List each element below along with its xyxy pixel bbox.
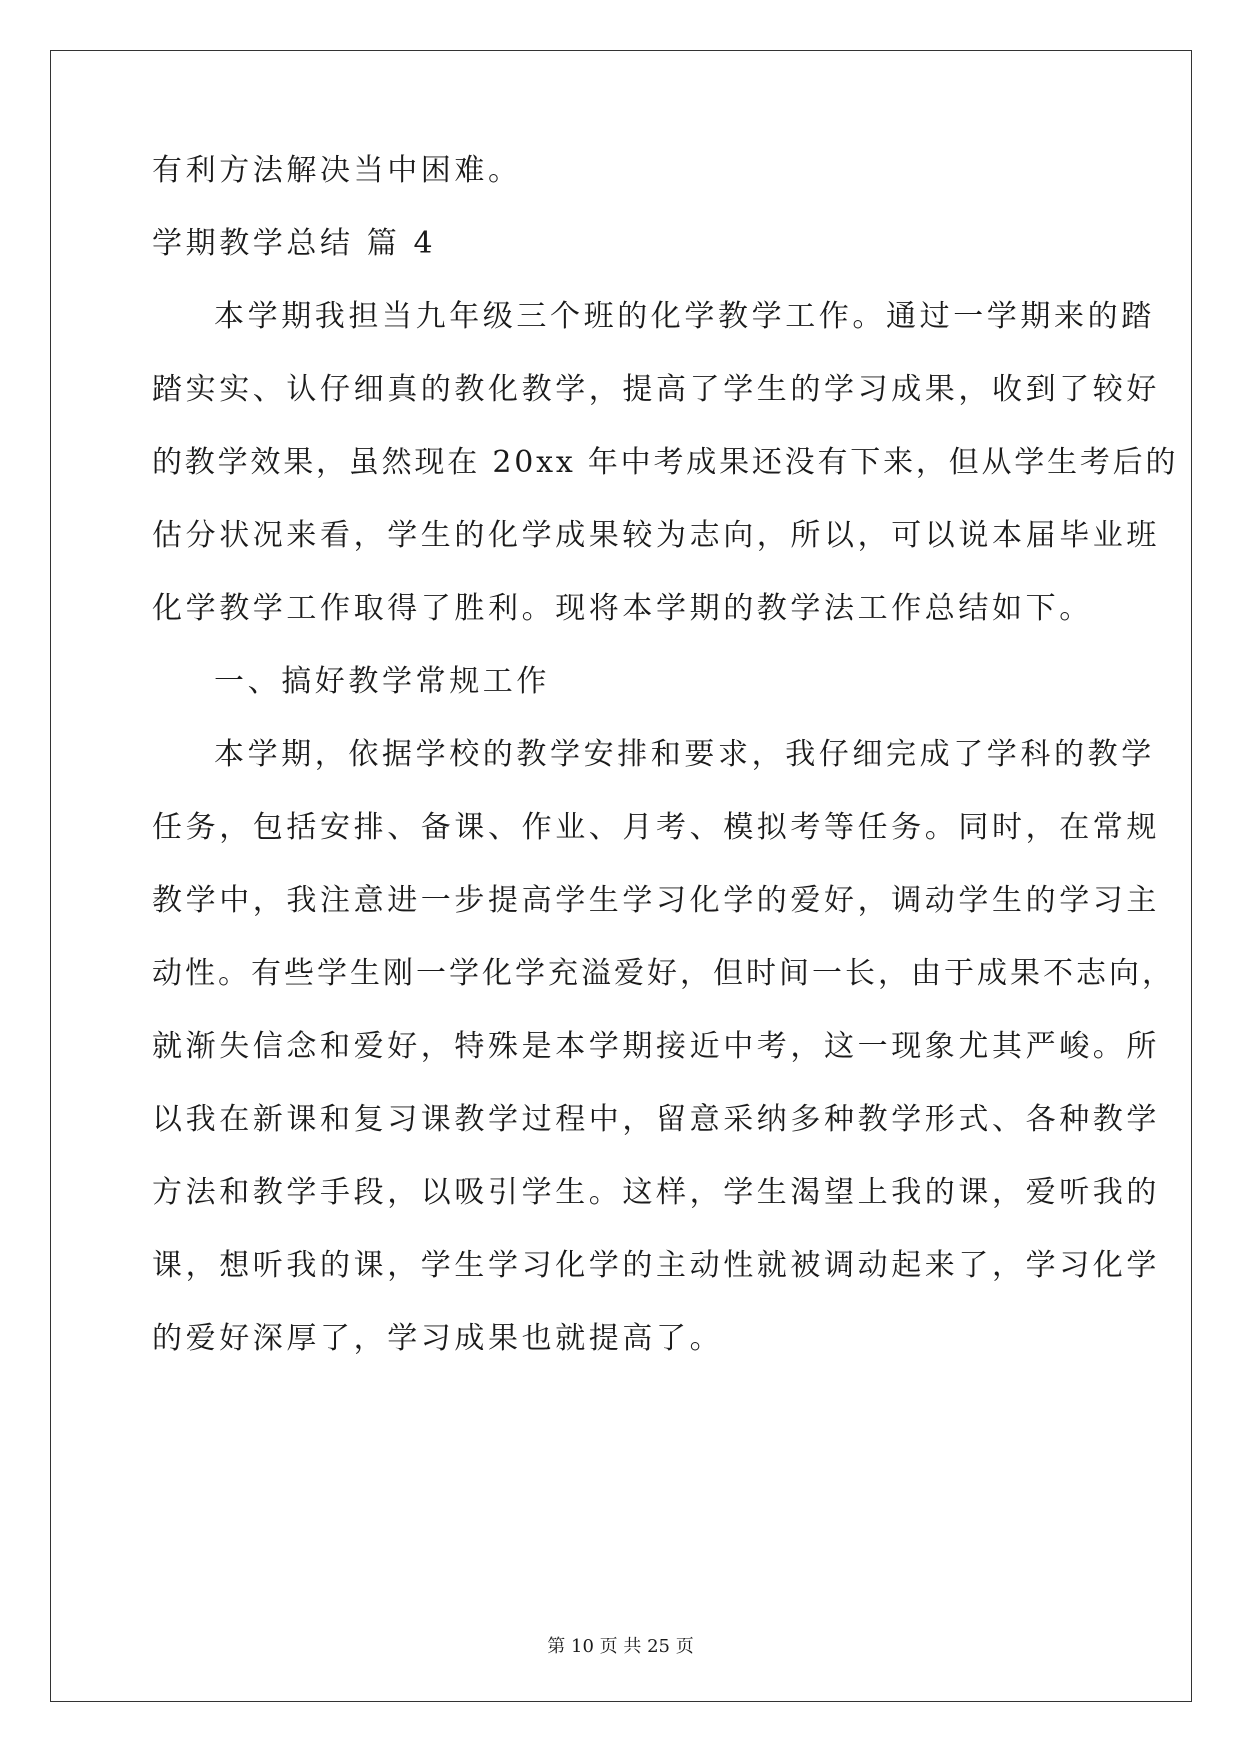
text-line: 就渐失信念和爱好，特殊是本学期接近中考，这一现象尤其严峻。所 xyxy=(152,1029,1160,1064)
text-line: 本学期我担当九年级三个班的化学教学工作。通过一学期来的踏 xyxy=(214,299,1155,334)
text-line: 课，想听我的课，学生学习化学的主动性就被调动起来了，学习化学 xyxy=(152,1248,1160,1283)
text-line: 踏实实、认仔细真的教化教学，提高了学生的学习成果，收到了较好 xyxy=(152,372,1160,407)
text-line: 以我在新课和复习课教学过程中，留意采纳多种教学形式、各种教学 xyxy=(152,1102,1160,1137)
text-line: 方法和教学手段，以吸引学生。这样，学生渴望上我的课，爱听我的 xyxy=(152,1175,1160,1210)
text-line: 本学期，依据学校的教学安排和要求，我仔细完成了学科的教学 xyxy=(214,737,1155,772)
text-line: 化学教学工作取得了胜利。现将本学期的教学法工作总结如下。 xyxy=(152,591,1093,626)
text-line: 动性。有些学生刚一学化学充溢爱好，但时间一长，由于成果不志向， xyxy=(152,956,1175,991)
text-line: 有利方法解决当中困难。 xyxy=(152,153,522,188)
text-line: 的爱好深厚了，学习成果也就提高了。 xyxy=(152,1321,724,1356)
text-line: 教学中，我注意进一步提高学生学习化学的爱好，调动学生的学习主 xyxy=(152,883,1160,918)
text-line: 的教学效果，虽然现在 20xx 年中考成果还没有下来，但从学生考后的 xyxy=(152,445,1179,480)
text-line: 任务，包括安排、备课、作业、月考、模拟考等任务。同时，在常规 xyxy=(152,810,1160,845)
section-heading: 学期教学总结 篇 4 xyxy=(152,226,437,261)
text-line: 估分状况来看，学生的化学成果较为志向，所以，可以说本届毕业班 xyxy=(152,518,1160,553)
subsection-heading: 一、搞好教学常规工作 xyxy=(214,664,550,699)
page-number-footer: 第 10 页 共 25 页 xyxy=(547,1636,694,1657)
